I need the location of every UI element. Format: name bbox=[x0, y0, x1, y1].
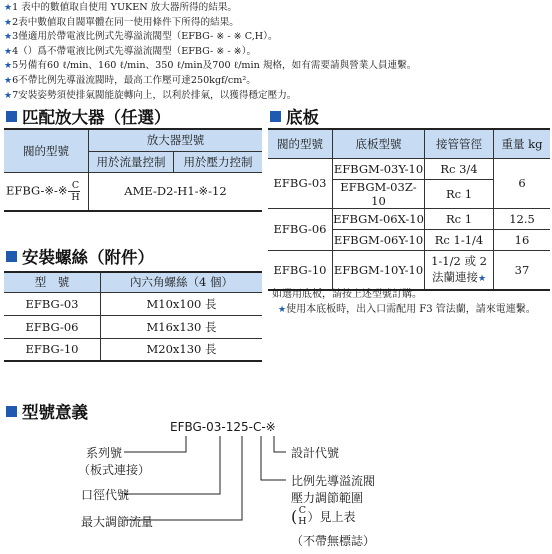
ch-sub-label: （不帶無標誌） bbox=[291, 534, 376, 548]
table-row: EFBG-10 EFBGM-10Y-10 1-1/2 或 2 法蘭連接★ 37 bbox=[268, 250, 550, 290]
series-label: 系列號 bbox=[86, 446, 123, 460]
star-icon: ★ bbox=[278, 305, 287, 315]
pilot-label: 比例先導溢流閥 bbox=[291, 474, 376, 488]
table-row: EFBG-10 M20x130 長 bbox=[4, 338, 262, 361]
header-bolt-model: 型 號 bbox=[4, 272, 101, 292]
star-icon: ★ bbox=[4, 46, 13, 57]
star-icon: ★ bbox=[477, 273, 487, 284]
header-pipe: 接管管徑 bbox=[425, 129, 494, 158]
leader-maxflow bbox=[124, 436, 242, 520]
code-section-title: 型號意義 bbox=[6, 399, 88, 423]
footnote: ★3僅適用於帶電液比例式先導溢流閥型（EFBG- ※ - ※ C,H）。 bbox=[4, 31, 278, 43]
maxflow-label: 最大調節流量 bbox=[81, 515, 154, 529]
footnote: ★7安裝姿勢須使排氣閥能旋轉向上，以利於排氣，以獲得穩定壓力。 bbox=[4, 89, 297, 101]
model-code: EFBG-03-125-C-※ bbox=[170, 420, 276, 434]
table-row: EFBG-03 M10x100 長 bbox=[4, 292, 262, 315]
header-weight: 重量 kg bbox=[494, 129, 551, 158]
star-icon: ★ bbox=[4, 17, 13, 28]
footnote: ★6不帶比例先導溢流閥時，最高工作壓可達250kgf/cm²。 bbox=[4, 74, 256, 86]
header-bolt: 內六角螺絲（4 個） bbox=[101, 272, 263, 292]
header-pressure-control: 用於壓力控制 bbox=[174, 151, 263, 172]
header-valve-model: 閥的型號 bbox=[268, 129, 333, 158]
footnote: ★4（）爲不帶電液比例式先導溢流閥型（EFBG- ※ - ※）。 bbox=[4, 45, 257, 57]
ch-stack: $\frac{C}{H}$ bbox=[71, 179, 80, 203]
base-note-2: ★使用本底板時，出入口需配用 F3 管法蘭，請來電連繫。 bbox=[278, 304, 536, 315]
footnote: ★5另備有60 ℓ/min、160 ℓ/min、350 ℓ/min及700 ℓ/min 規格，如有需要請與營業人員連繫。 bbox=[4, 60, 417, 72]
series-sub-label: （板式連接） bbox=[78, 463, 151, 477]
ch-label: ( C H ）見上表 bbox=[291, 505, 356, 527]
table-row: EFBG-06 M16x130 長 bbox=[4, 315, 262, 338]
table-row: EFBGM-06Y-10 Rc 1-1/4 16 bbox=[268, 229, 550, 250]
star-icon: ★ bbox=[4, 3, 13, 13]
header-amp-model: 放大器型號 bbox=[89, 129, 263, 151]
pressure-range-label: 壓力調節範圍 bbox=[291, 491, 364, 505]
header-valve-model: 閥的型號 bbox=[4, 129, 89, 172]
base-note-1: 如選用底板，請按上述型號訂購。 bbox=[272, 289, 422, 300]
design-label: 設計代號 bbox=[291, 446, 340, 460]
port-label: 口徑代號 bbox=[81, 488, 130, 502]
star-icon: ★ bbox=[4, 75, 13, 86]
table-row: EFBG-06 EFBGM-06X-10 Rc 1 12.5 bbox=[268, 208, 550, 229]
header-base-model: 底板型號 bbox=[333, 129, 425, 158]
star-icon: ★ bbox=[4, 90, 13, 101]
leader-series bbox=[124, 436, 186, 452]
star-icon: ★ bbox=[4, 61, 13, 72]
footnote: ★1 表中的數値取自使用 YUKEN 放大器所得的結果。 bbox=[4, 2, 238, 13]
header-flow-control: 用於流量控制 bbox=[89, 151, 174, 172]
bolt-section-title: 安裝螺絲（附件） bbox=[6, 244, 154, 268]
star-icon: ★ bbox=[4, 32, 13, 43]
amp-section-title: 匹配放大器（任選） bbox=[6, 104, 171, 128]
amp-model-value: AME-D2-H1-※-12 bbox=[89, 172, 263, 211]
table-row: EFBG-03 EFBGM-03Y-10 Rc 3/4 6 bbox=[268, 158, 550, 179]
table-row: EFBGM-03Z-10 Rc 1 bbox=[268, 179, 550, 208]
footnote: ★2表中數値取自閥單體在同一使用條件下所得的結果。 bbox=[4, 16, 239, 28]
leader-design bbox=[274, 436, 286, 452]
base-section-title: 底板 bbox=[270, 104, 319, 128]
amp-valve-model: EFBG-※-※- $\frac{C}{H}$ bbox=[4, 172, 89, 211]
